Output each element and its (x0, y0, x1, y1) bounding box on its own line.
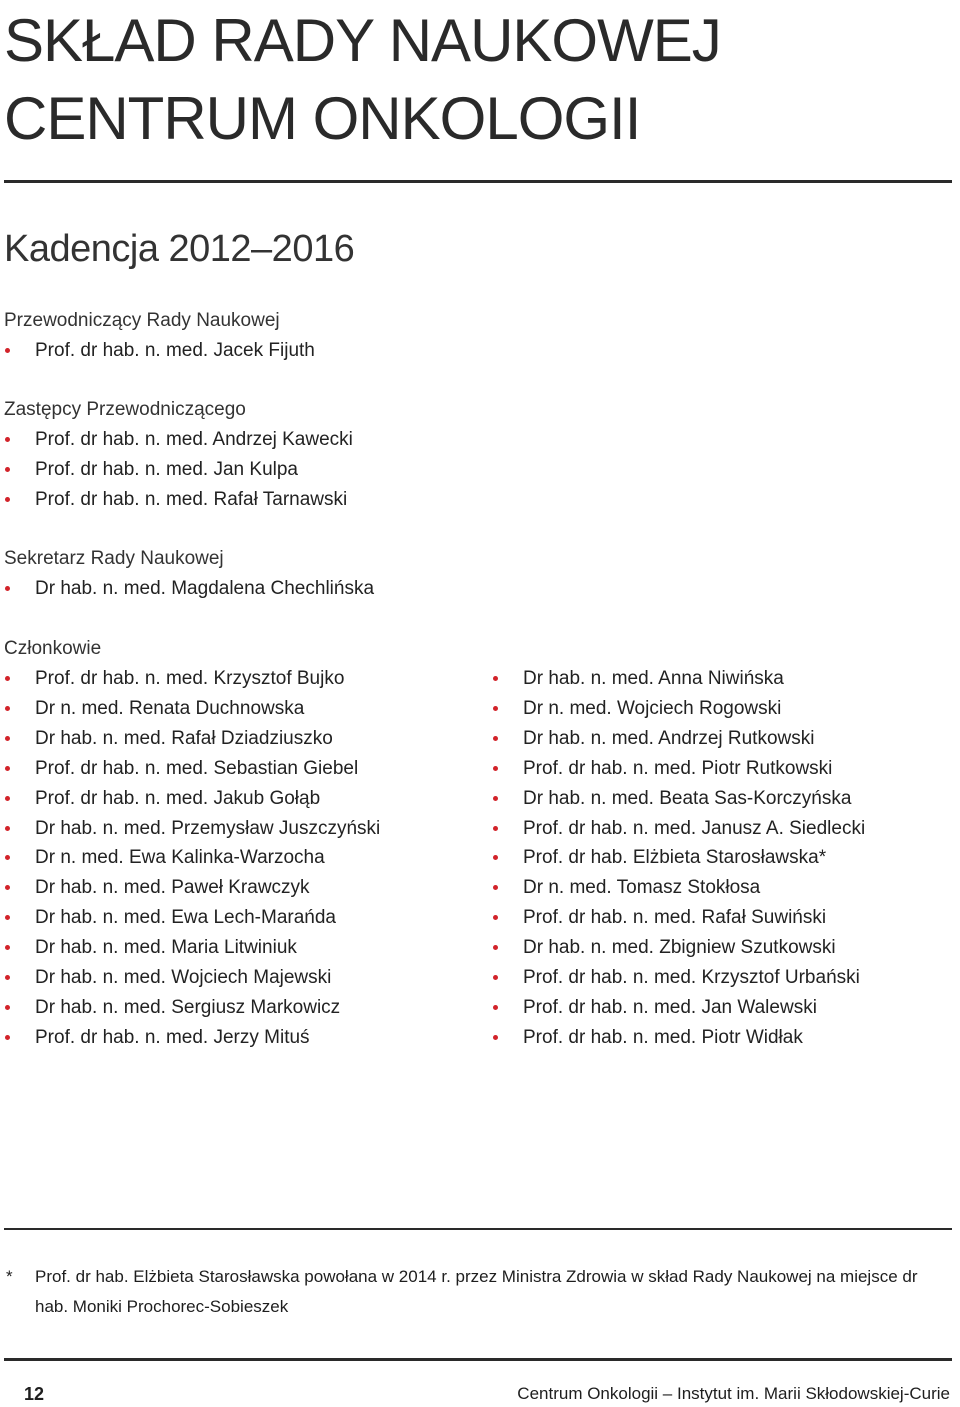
bullet-icon (493, 885, 498, 890)
member-name: Prof. dr hab. n. med. Jerzy Mituś (35, 1026, 310, 1048)
list-item (492, 873, 865, 903)
bullet-icon (5, 826, 10, 831)
list-item (4, 933, 380, 963)
chairman-section (4, 306, 315, 366)
page-number: 12 (24, 1384, 45, 1404)
bullet-icon (5, 736, 10, 741)
member-name: Prof. dr hab. n. med. Jan Kulpa (35, 458, 298, 480)
member-name: Prof. dr hab. n. med. Piotr Widłak (523, 1026, 803, 1048)
list-item (4, 694, 380, 724)
secretary-label: Sekretarz Rady Naukowej (4, 548, 224, 569)
bullet-icon (493, 975, 498, 980)
list-item (4, 754, 380, 784)
list-item (4, 664, 380, 694)
member-name: Dr hab. n. med. Maria Litwiniuk (35, 937, 297, 959)
list-item (4, 425, 353, 455)
chairman-label: Przewodniczący Rady Naukowej (4, 310, 280, 331)
list-item (492, 724, 865, 754)
page-title (4, 2, 721, 158)
member-name: Dr hab. n. med. Przemysław Juszczyński (35, 817, 381, 839)
list-item (492, 993, 865, 1023)
list-item (4, 963, 380, 993)
member-name: Prof. dr hab. n. med. Krzysztof Bujko (35, 668, 345, 689)
bullet-icon (493, 736, 498, 741)
secretary-list (4, 574, 374, 604)
list-item (4, 485, 353, 515)
member-name: Dr n. med. Ewa Kalinka-Warzocha (35, 847, 325, 869)
footer-text: Centrum Onkologii – Instytut im. Marii Skłodowskiej-Curie (517, 1384, 950, 1403)
member-name: Dr hab. n. med. Zbigniew Szutkowski (523, 937, 836, 959)
member-name: Dr hab. n. med. Paweł Krawczyk (35, 877, 310, 899)
page-title-line-2: CENTRUM ONKOLOGII (4, 85, 641, 152)
list-item (492, 1023, 865, 1053)
list-item (4, 336, 315, 366)
list-item (4, 724, 380, 754)
list-item (4, 1023, 380, 1053)
page-title-line-1: SKŁAD RADY NAUKOWEJ (4, 7, 721, 74)
list-item (4, 873, 380, 903)
bullet-icon (5, 796, 10, 801)
bullet-icon (5, 885, 10, 890)
bullet-icon (5, 467, 10, 472)
bullet-icon (493, 1035, 498, 1040)
bullet-icon (493, 796, 498, 801)
member-name: Dr hab. n. med. Ewa Lech-Marańda (35, 907, 336, 929)
list-item (4, 455, 353, 485)
member-name: Prof. dr hab. n. med. Sebastian Giebel (35, 757, 359, 779)
list-item (492, 694, 865, 724)
list-item (492, 814, 865, 844)
footer-divider (4, 1358, 952, 1361)
bullet-icon (5, 915, 10, 920)
member-name: Dr hab. n. med. Andrzej Rutkowski (523, 727, 815, 749)
member-name: Dr hab. n. med. Magdalena Chechlińska (35, 578, 375, 599)
bullet-icon (5, 497, 10, 502)
member-name: Prof. dr hab. n. med. Rafał Suwiński (523, 907, 827, 929)
footnote-marker: * (6, 1267, 13, 1286)
member-name: Dr hab. n. med. Wojciech Majewski (35, 967, 332, 989)
bullet-icon (5, 676, 10, 681)
list-item (492, 843, 865, 873)
bullet-icon (5, 1005, 10, 1010)
chairman-list (4, 336, 315, 366)
title-divider (4, 180, 952, 183)
members-list-right (492, 664, 865, 1053)
list-item (492, 754, 865, 784)
member-name: Dr n. med. Renata Duchnowska (35, 697, 305, 719)
bullet-icon (493, 706, 498, 711)
bullet-icon (493, 826, 498, 831)
member-name: Dr n. med. Wojciech Rogowski (523, 697, 782, 719)
members-right-column (492, 664, 865, 1053)
bullet-icon (5, 437, 10, 442)
member-name: Dr hab. n. med. Beata Sas-Korczyńska (523, 787, 852, 809)
list-item (4, 903, 380, 933)
member-name: Prof. dr hab. n. med. Krzysztof Urbański (523, 967, 860, 989)
members-list-left (4, 664, 380, 1053)
member-name: Dr hab. n. med. Sergiusz Markowicz (35, 996, 341, 1018)
deputies-list (4, 425, 353, 515)
bullet-icon (5, 586, 10, 591)
bullet-icon (493, 676, 498, 681)
list-item (492, 664, 865, 694)
list-item (4, 574, 374, 604)
bullet-icon (5, 766, 10, 771)
footnote (6, 1262, 952, 1322)
member-name: Dr hab. n. med. Rafał Dziadziuszko (35, 727, 333, 749)
member-name: Prof. dr hab. n. med. Jacek Fijuth (35, 340, 315, 361)
bullet-icon (5, 706, 10, 711)
list-item (492, 963, 865, 993)
member-name: Prof. dr hab. n. med. Piotr Rutkowski (523, 757, 833, 779)
list-item (4, 814, 380, 844)
member-name: Dr hab. n. med. Anna Niwińska (523, 668, 784, 689)
deputies-section (4, 395, 353, 515)
members-label: Członkowie (4, 638, 102, 659)
bullet-icon (5, 855, 10, 860)
bullet-icon (493, 855, 498, 860)
list-item (4, 784, 380, 814)
member-name: Prof. dr hab. n. med. Jan Walewski (523, 996, 817, 1018)
list-item (492, 933, 865, 963)
list-item (4, 993, 380, 1023)
list-item (492, 903, 865, 933)
term-heading: Kadencja 2012–2016 (4, 228, 355, 270)
bullet-icon (493, 945, 498, 950)
list-item (4, 843, 380, 873)
member-name: Prof. dr hab. Elżbieta Starosławska* (523, 847, 827, 869)
bullet-icon (5, 348, 10, 353)
bullet-icon (5, 975, 10, 980)
secretary-section (4, 544, 374, 604)
member-name: Prof. dr hab. n. med. Rafał Tarnawski (35, 488, 348, 510)
member-name: Prof. dr hab. n. med. Janusz A. Siedlecki (523, 817, 866, 839)
deputies-label: Zastępcy Przewodniczącego (4, 399, 246, 420)
bullet-icon (5, 1035, 10, 1040)
members-section (4, 634, 380, 1053)
footnote-text: Prof. dr hab. Elżbieta Starosławska powołana w 2014 r. przez Ministra Zdrowia w skład Rady Naukowej na miejsce dr hab. Moniki Prochorec-Sobieszek (35, 1267, 918, 1316)
bullet-icon (5, 945, 10, 950)
list-item (492, 784, 865, 814)
bullet-icon (493, 915, 498, 920)
bullet-icon (493, 1005, 498, 1010)
member-name: Prof. dr hab. n. med. Jakub Gołąb (35, 787, 321, 809)
member-name: Prof. dr hab. n. med. Andrzej Kawecki (35, 429, 353, 450)
footnote-divider (4, 1228, 952, 1230)
bullet-icon (493, 766, 498, 771)
member-name: Dr n. med. Tomasz Stokłosa (523, 877, 761, 899)
